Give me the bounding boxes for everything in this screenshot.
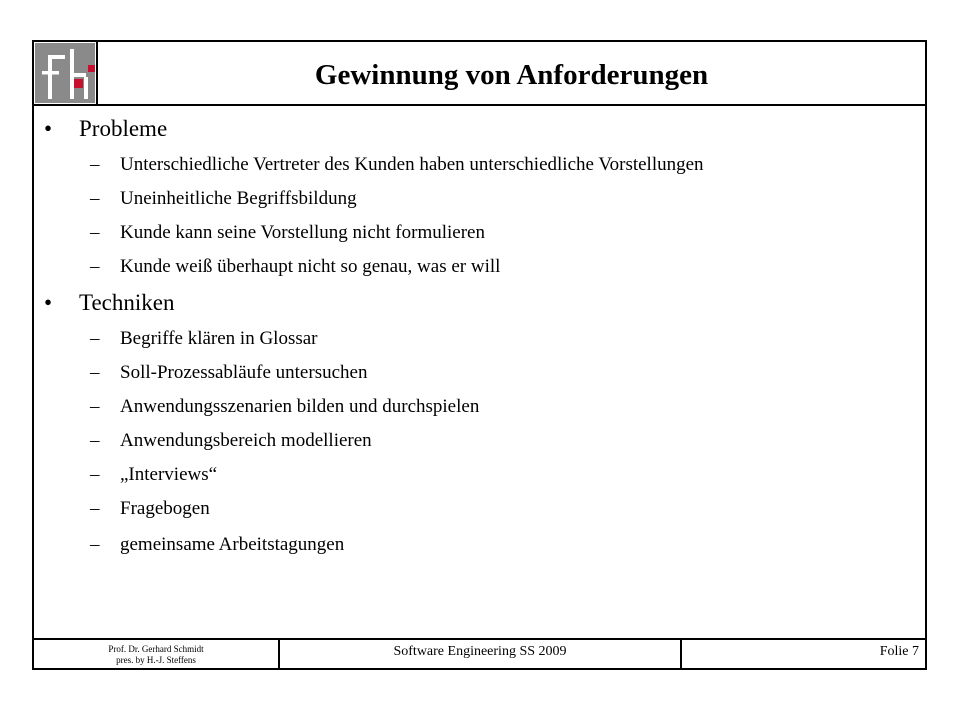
dash-icon: –	[90, 222, 100, 243]
dash-icon: –	[90, 498, 100, 519]
fh-logo	[35, 43, 95, 103]
logo-box	[34, 42, 98, 106]
footer-slide-number: Folie 7	[879, 644, 919, 659]
dash-icon: –	[90, 534, 100, 555]
dash-icon: –	[90, 396, 100, 417]
author-line-2: pres. by H.-J. Steffens	[116, 655, 196, 665]
dash-icon: –	[90, 362, 100, 383]
slide-footer	[34, 640, 925, 668]
dash-icon: –	[90, 430, 100, 451]
footer-author	[34, 640, 280, 668]
section-label: Probleme	[79, 116, 168, 141]
dash-icon: –	[90, 154, 100, 175]
slide-frame	[32, 40, 927, 670]
section-label: Techniken	[79, 290, 175, 315]
dash-icon: –	[90, 328, 100, 349]
footer-course: Software Engineering SS 2009	[280, 640, 682, 668]
dash-icon: –	[90, 256, 100, 277]
dash-icon: –	[90, 464, 100, 485]
dash-icon: –	[90, 188, 100, 209]
slide-content: • Probleme – Unterschiedliche Vertreter des Kunden haben unterschiedliche Vorstellungen – Uneinheitliche Begriffsbildung – Kunde kann seine Vorstellung nicht formulieren – Kunde weiß überhaupt nicht so genau, was er will • Techniken – Begriffe klären in Glossar – Soll-Prozessabläufe untersuchen – Anwendungsszenarien bilden und durchspielen – Anwendungsbereich modellieren – „Interviews“ – Fragebogen – gemeinsame Arbeitstagungen	[44, 116, 704, 555]
slide-title: Gewinnung von Anforderungen	[314, 58, 709, 91]
bullet-icon: •	[44, 116, 53, 141]
author-line-1: Prof. Dr. Gerhard Schmidt	[108, 644, 204, 654]
bullet-icon: •	[44, 290, 53, 315]
